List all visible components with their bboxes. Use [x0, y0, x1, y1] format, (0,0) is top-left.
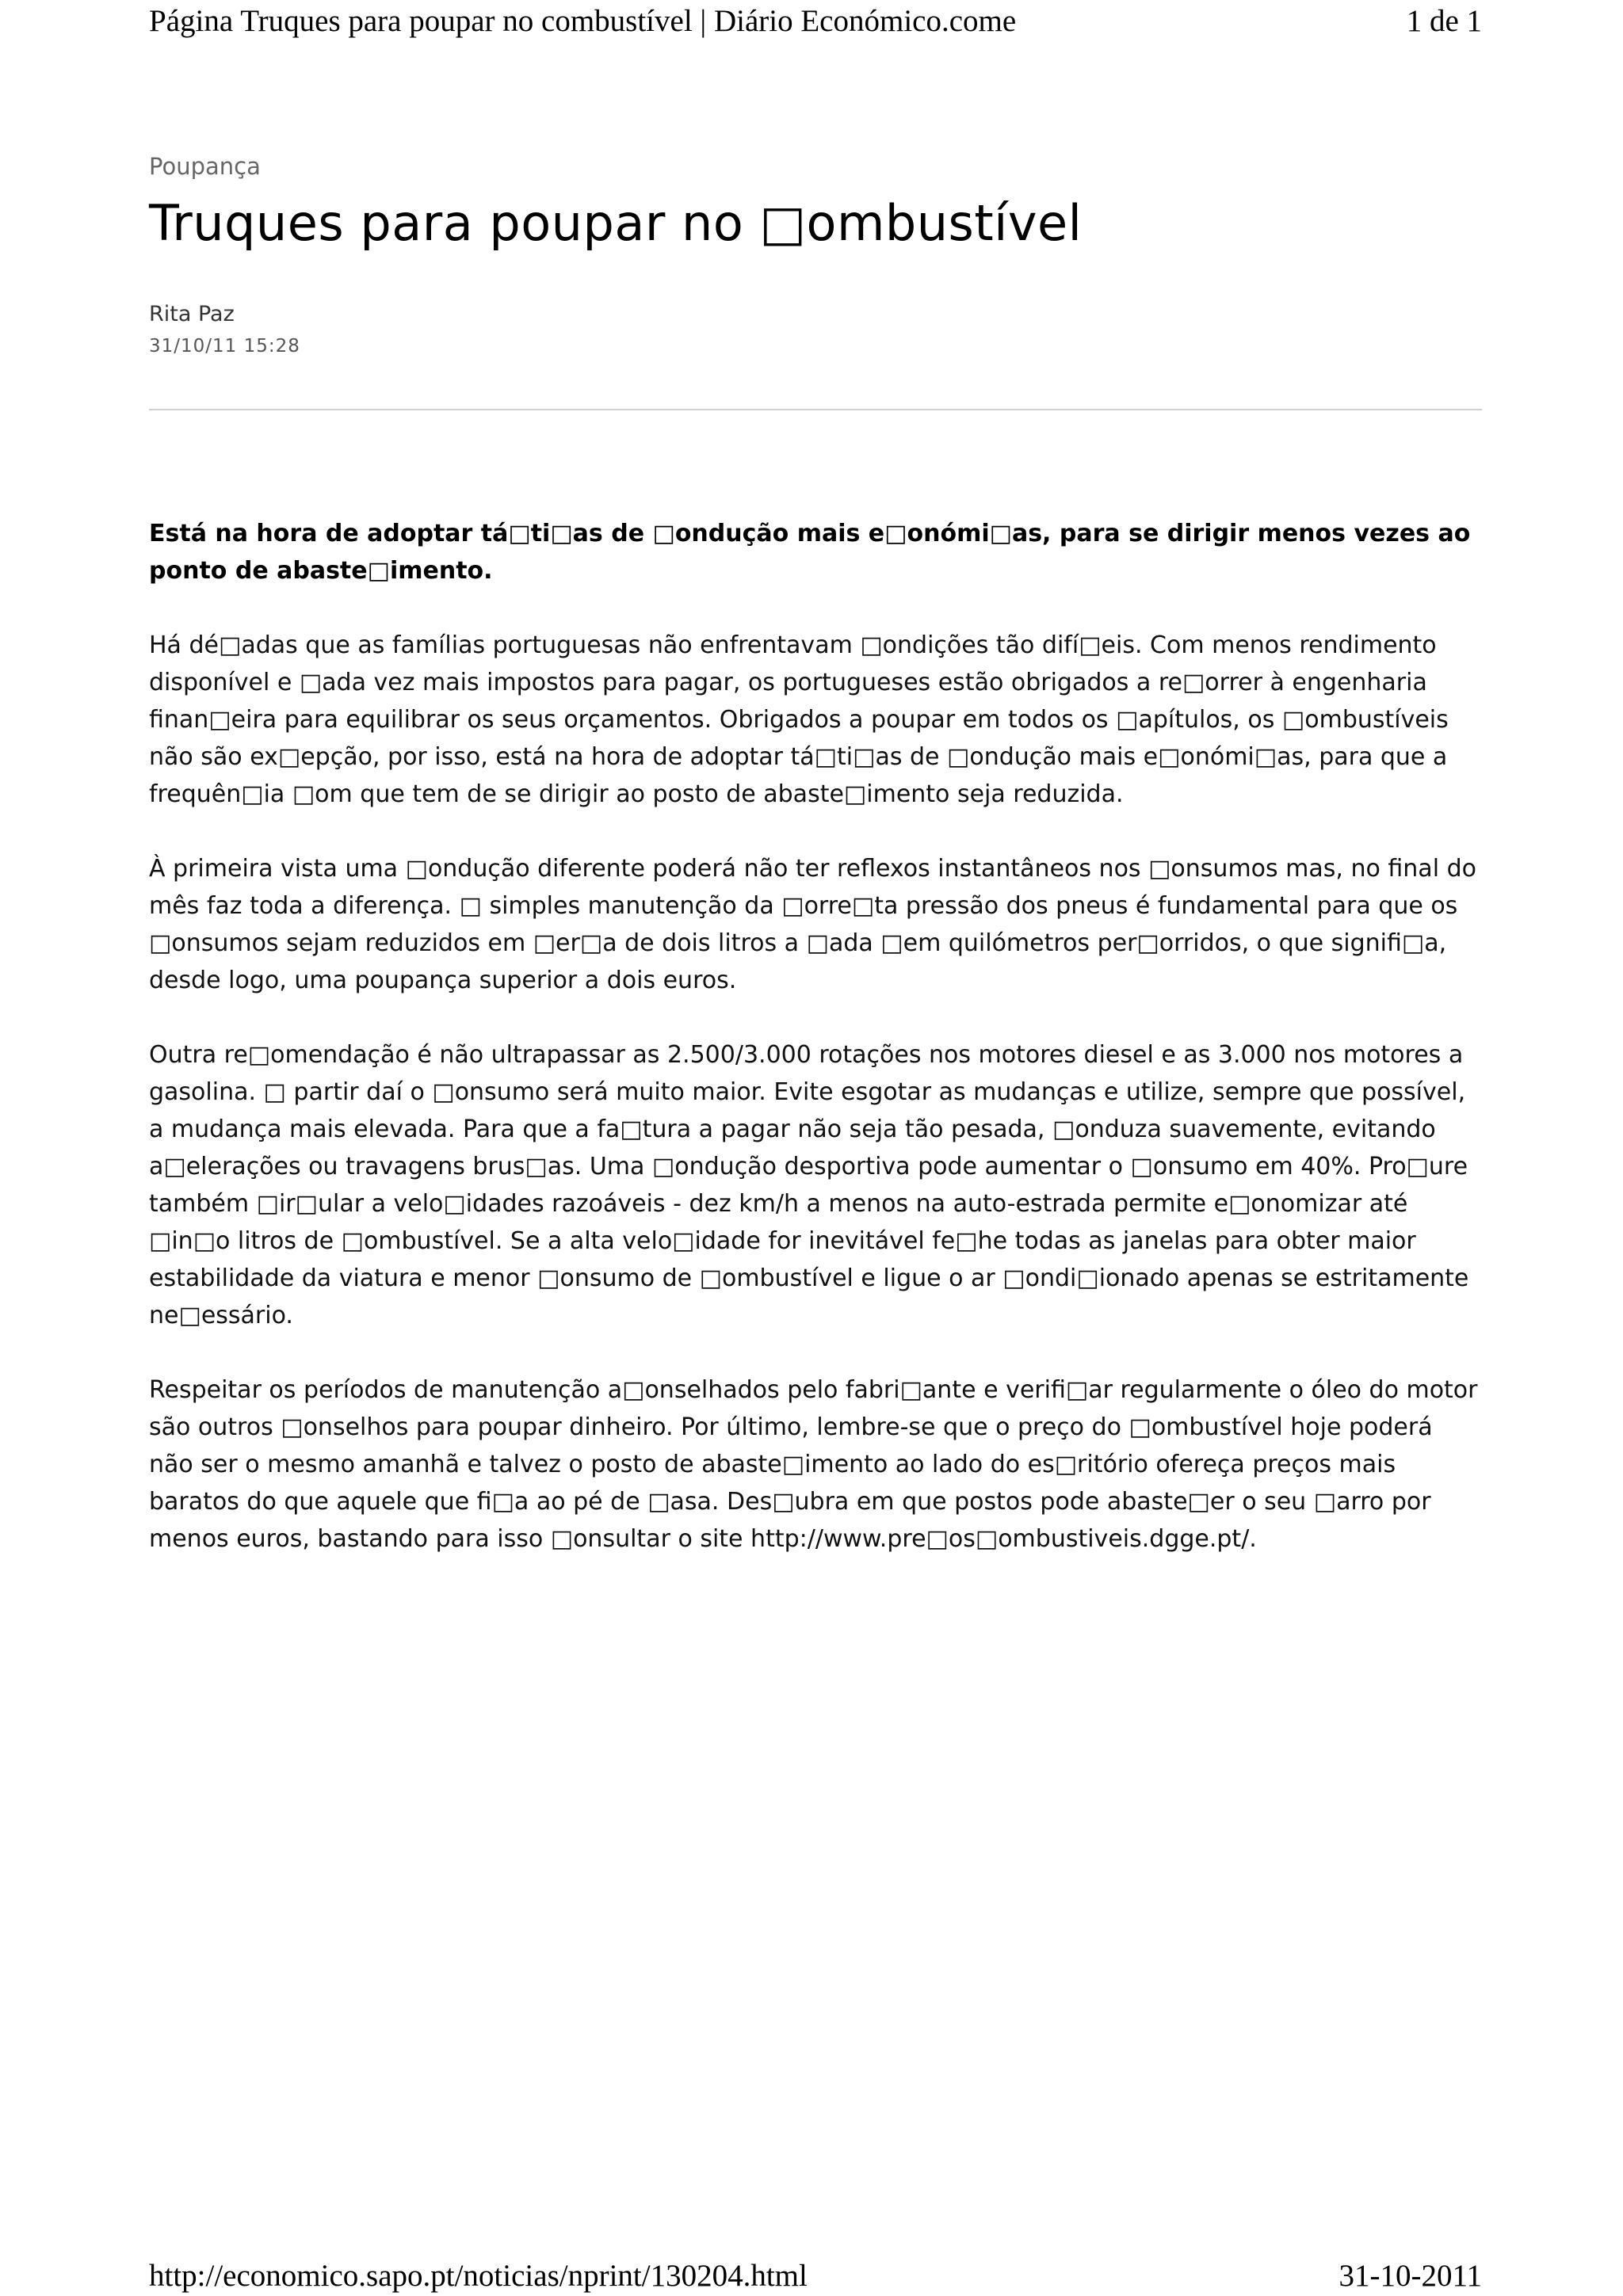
article [149, 149, 1482, 1558]
article-lead: Está na hora de adoptar tá□ti□as de □ondução mais e□onómi□as, para se dirigir menos vezes ao ponto de abaste□imento. [149, 520, 1471, 585]
article-date: 31/10/11 15:28 [149, 336, 300, 357]
article-paragraph: À primeira vista uma □ondução diferente poderá não ter reflexos instantâneos nos □onsumos mas, no final do mês faz toda a diferença. □ simples manutenção da □orre□ta pressão dos pneus é fundamental para que os □onsumos sejam reduzidos em □er□a de dois litros a □ada □em quilómetros per□orridos, o que signifi□a, desde logo, uma poupança superior a dois euros. [149, 855, 1476, 994]
print-footer-date: 31-10-2011 [1338, 2258, 1482, 2293]
print-header [149, 0, 1482, 41]
article-paragraph: Respeitar os períodos de manutenção a□onselhados pelo fabri□ante e verifi□ar regularmente o óleo do motor são outros □onselhos para poupar dinheiro. Por último, lembre-se que o preço do □ombustível hoje poderá não ser o mesmo amanhã e talvez o posto de abaste□imento ao lado do es□ritório ofereça preços mais baratos do que aquele que fi□a ao pé de □asa. Des□ubra em que postos pode abaste□er o seu □arro por menos euros, bastando para isso □onsultar o site http://www.pre□os□ombustiveis.dgge.pt/. [149, 1376, 1478, 1553]
print-footer-url: http://economico.sapo.pt/noticias/nprint/130204.html [149, 2258, 808, 2293]
article-paragraph: Há dé□adas que as famílias portuguesas não enfrentavam □ondições tão difí□eis. Com menos rendimento disponível e □ada vez mais impostos para pagar, os portugueses estão obrigados a re□orrer à engenharia finan□eira para equilibrar os seus orçamentos. Obrigados a poupar em todos os □apítulos, os □ombustíveis não são ex□epção, por isso, está na hora de adoptar tá□ti□as de □ondução mais e□onómi□as, para que a frequên□ia □om que tem de se dirigir ao posto de abaste□imento seja reduzida. [149, 631, 1449, 808]
article-author: Rita Paz [149, 302, 235, 326]
article-divider [149, 409, 1482, 410]
article-category: Poupança [149, 153, 261, 180]
print-header-title: Página Truques para poupar no combustível | Diário Económico.come [149, 3, 1017, 38]
print-page-count: 1 de 1 [1406, 3, 1482, 38]
article-title: Truques para poupar no □ombustível [149, 194, 1083, 252]
print-footer [149, 2255, 1482, 2296]
article-paragraph: Outra re□omendação é não ultrapassar as 2.500/3.000 rotações nos motores diesel e as 3.000 nos motores a gasolina. □ partir daí o □onsumo será muito maior. Evite esgotar as mudanças e utilize, sempre que possível, a mudança mais elevada. Para que a fa□tura a pagar não seja tão pesada, □onduza suavemente, evitando a□elerações ou travagens brus□as. Uma □ondução desportiva pode aumentar o □onsumo em 40%. Pro□ure também □ir□ular a velo□idades razoáveis - dez km/h a menos na auto-estrada permite e□onomizar até □in□o litros de □ombustível. Se a alta velo□idade for inevitável fe□he todas as janelas para obter maior estabilidade da viatura e menor □onsumo de □ombustível e ligue o ar □ondi□ionado apenas se estritamente ne□essário. [149, 1041, 1469, 1329]
